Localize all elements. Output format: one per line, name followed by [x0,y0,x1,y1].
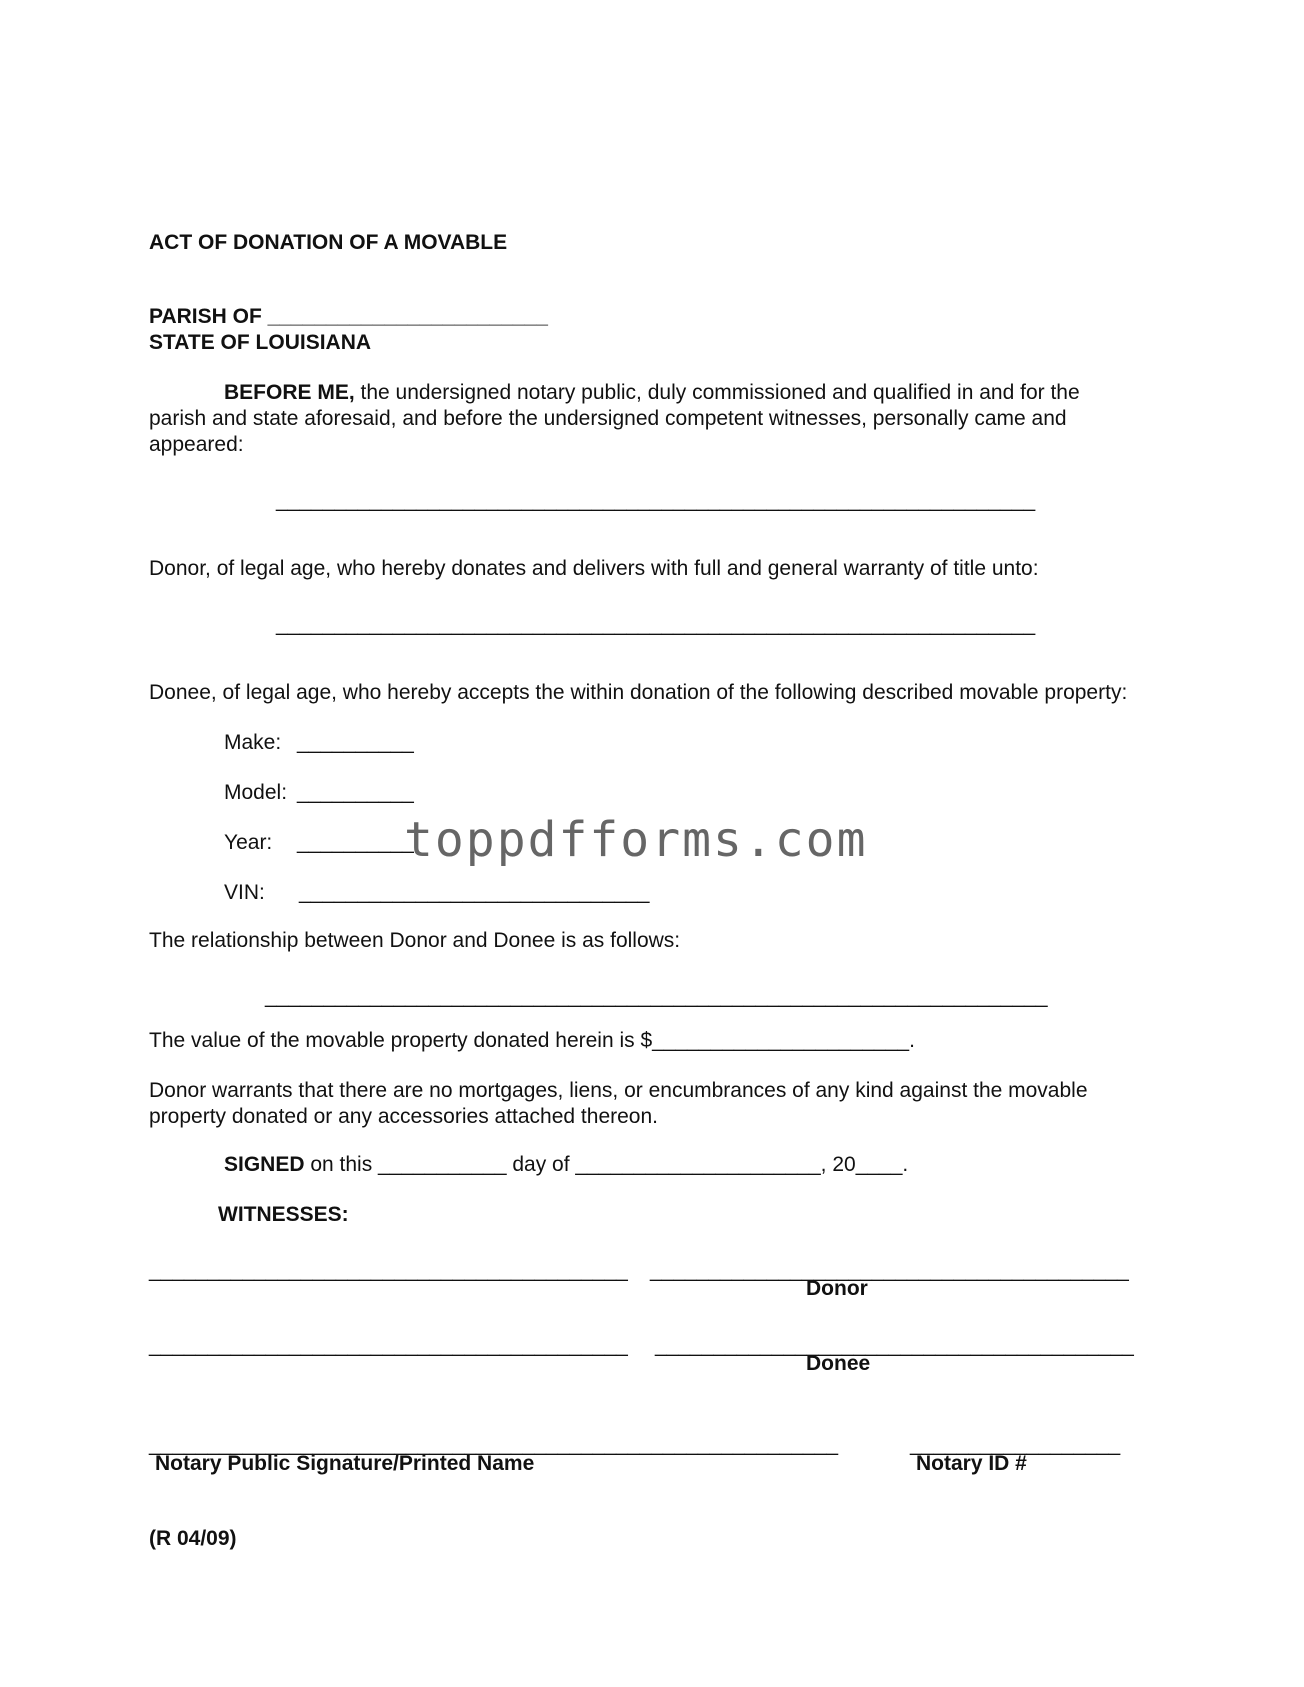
year-label: Year: [224,831,273,854]
donor-text: Donor, of legal age, who hereby donates and delivers with full and general warranty of title unto: [149,557,1039,580]
notary-id-line: __________________ [910,1433,1121,1456]
witness-1-signature-line: _________________________________________ [149,1259,628,1282]
donor-signature-line: _________________________________________ [650,1259,1129,1282]
donee-signature-line: _________________________________________ [655,1334,1134,1357]
intro-text: the undersigned notary public, duly commissioned and qualified in and for the parish and state aforesaid, and before the undersigned competent witnesses, personally came and appeared: [149,381,1080,456]
value-text: The value of the movable property donated herein is $______________________. [149,1029,915,1052]
relationship-blank: ___________________________________________________________________ [265,985,1048,1008]
year-blank: __________ [297,831,414,854]
donor-name-blank: _________________________________________________________________ [276,489,1036,512]
donee-label: Donee [806,1352,871,1375]
signed-lead: SIGNED [224,1153,305,1176]
intro-lead: BEFORE ME, [224,381,355,404]
donee-text: Donee, of legal age, who hereby accepts the within donation of the following described movable property: [149,681,1128,704]
make-label: Make: [224,731,282,754]
model-label: Model: [224,781,288,804]
relationship-text: The relationship between Donor and Donee is as follows: [149,929,681,952]
signed-text: on this ___________ day of _____________________, 20____. [304,1153,909,1176]
model-blank: __________ [297,781,414,804]
witness-2-signature-line: _________________________________________ [149,1334,628,1357]
vin-label: VIN: [224,881,265,904]
notary-signature-line: ___________________________________________________________ [149,1433,839,1456]
notary-id-label: Notary ID # [916,1452,1027,1475]
make-blank: __________ [297,731,414,754]
warranty-text: Donor warrants that there are no mortgages, liens, or encumbrances of any kind against the movable property donated or any accessories attached thereon. [149,1079,1088,1128]
signed-line [224,1152,908,1178]
donor-label: Donor [806,1277,868,1300]
parish-line: PARISH OF ________________________ [149,305,548,328]
document-title: ACT OF DONATION OF A MOVABLE [149,231,508,254]
donee-name-blank: _________________________________________________________________ [276,613,1036,636]
witnesses-label: WITNESSES: [218,1203,349,1226]
vin-blank: ______________________________ [299,881,650,904]
watermark: toppdfforms.com [404,812,868,868]
notary-label: Notary Public Signature/Printed Name [155,1452,535,1475]
intro-paragraph [149,380,1109,458]
state-line: STATE OF LOUISIANA [149,331,372,354]
revision-label: (R 04/09) [149,1527,237,1550]
